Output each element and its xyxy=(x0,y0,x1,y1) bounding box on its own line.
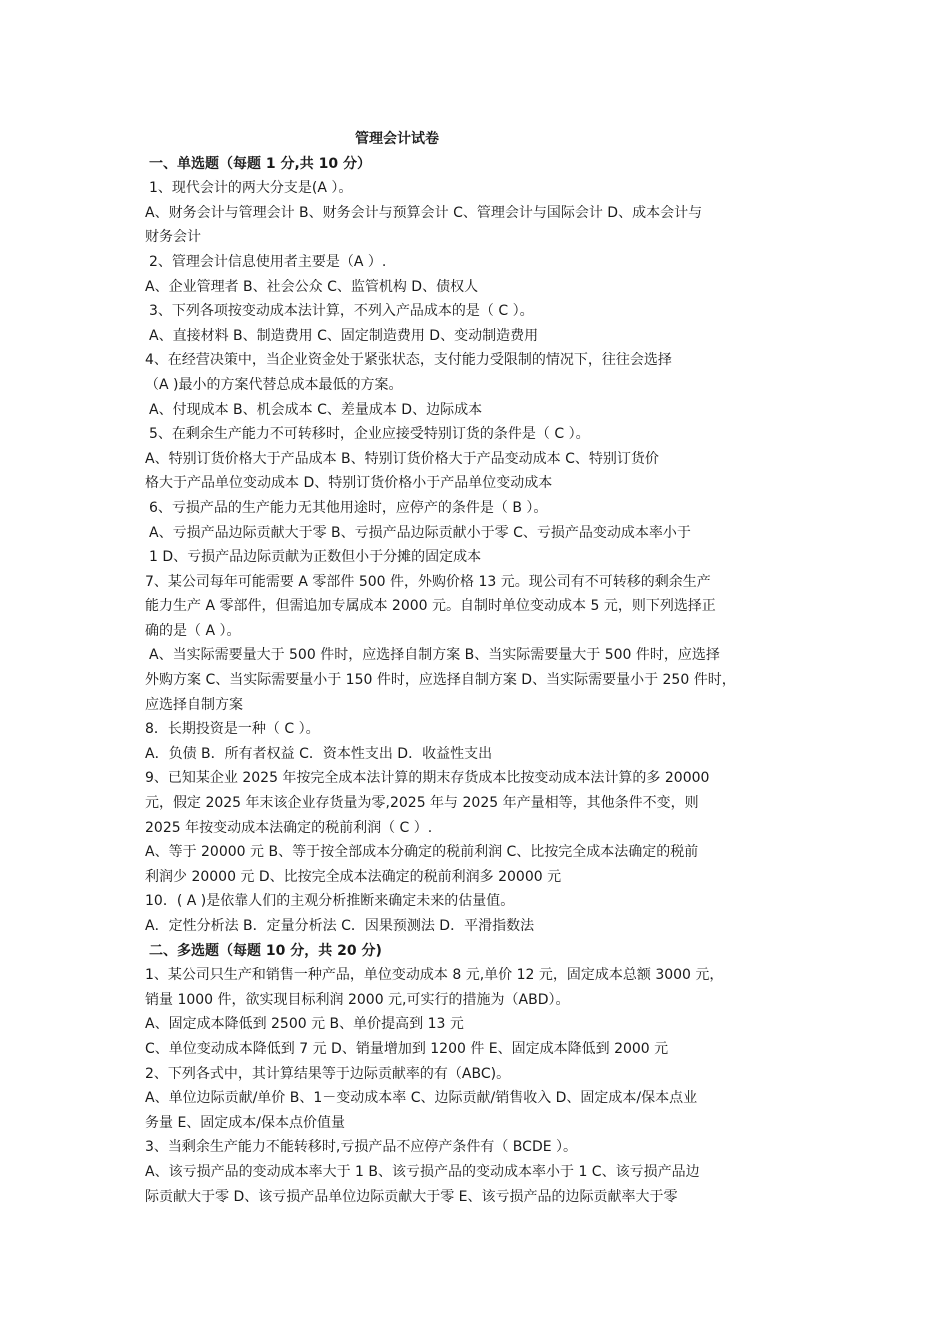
text-line: A、特别订货价格大于产品成本 B、特别订货价格大于产品变动成本 C、特别订货价 xyxy=(145,450,659,467)
section-heading: 一、单选题（每题 1 分,共 10 分） xyxy=(149,155,372,172)
text-line: 1、现代会计的两大分支是(A ）。 xyxy=(149,180,353,197)
text-line: 9、已知某企业 2025 年按完全成本法计算的期末存货成本比按变动成本法计算的多 20000 xyxy=(145,770,710,787)
text-line: C、单位变动成本降低到 7 元 D、销量增加到 1200 件 E、固定成本降低到 2000 元 xyxy=(145,1040,669,1057)
text-line: 2025 年按变动成本法确定的税前利润（ C ）. xyxy=(145,819,433,836)
text-line: 8．长期投资是一种（ C ）。 xyxy=(145,721,320,738)
section-heading: 二、多选题（每题 10 分，共 20 分) xyxy=(149,942,382,959)
text-line: A、固定成本降低到 2500 元 B、单价提高到 13 元 xyxy=(145,1016,464,1033)
text-line: 应选择自制方案 xyxy=(145,696,243,713)
text-line: A、亏损产品边际贡献大于零 B、亏损产品边际贡献小于零 C、亏损产品变动成本率小于 xyxy=(149,524,691,541)
text-line: A、当实际需要量大于 500 件时，应选择自制方案 B、当实际需要量大于 500 件时，应选择 xyxy=(149,647,720,664)
text-line: 7、某公司每年可能需要 A 零部件 500 件，外购价格 13 元。现公司有不可转移的剩余生产 xyxy=(145,573,711,590)
text-line: 1 D、亏损产品边际贡献为正数但小于分摊的固定成本 xyxy=(149,549,482,566)
text-line: 1、某公司只生产和销售一种产品，单位变动成本 8 元,单价 12 元，固定成本总额 3000 元， xyxy=(145,967,724,984)
text-line: 确的是（ A ）。 xyxy=(145,622,241,639)
question-lines xyxy=(145,152,815,1210)
text-line: 10．( A )是依靠人们的主观分析推断来确定未来的估量值。 xyxy=(145,893,515,910)
text-line: 6、亏损产品的生产能力无其他用途时，应停产的条件是（ B ）。 xyxy=(149,499,548,516)
text-line: A、等于 20000 元 B、等于按全部成本分确定的税前利润 C、比按完全成本法确定的税前 xyxy=(145,844,699,861)
text-line: A．定性分析法 B．定量分析法 C．因果预测法 D．平滑指数法 xyxy=(145,918,535,934)
text-line: 格大于产品单位变动成本 D、特别订货价格小于产品单位变动成本 xyxy=(145,475,553,492)
text-line: 际贡献大于零 D、该亏损产品单位边际贡献大于零 E、该亏损产品的边际贡献率大于零 xyxy=(145,1188,678,1205)
text-line: A．负债 B．所有者权益 C．资本性支出 D．收益性支出 xyxy=(145,745,493,762)
text-line: A、直接材料 B、制造费用 C、固定制造费用 D、变动制造费用 xyxy=(149,327,539,344)
text-line: 4、在经营决策中，当企业资金处于紧张状态，支付能力受限制的情况下，往往会选择 xyxy=(145,352,672,369)
document-title: 管理会计试卷 xyxy=(355,131,439,147)
text-line: A、企业管理者 B、社会公众 C、监管机构 D、债权人 xyxy=(145,278,479,295)
text-line: 5、在剩余生产能力不可转移时，企业应接受特别订货的条件是（ C ）。 xyxy=(149,426,590,443)
text-line: 务量 E、固定成本/保本点价值量 xyxy=(145,1114,346,1131)
text-line: 财务会计 xyxy=(145,229,201,246)
text-line: A、该亏损产品的变动成本率大于 1 B、该亏损产品的变动成本率小于 1 C、该亏损产品边 xyxy=(145,1163,700,1180)
text-line: 利润少 20000 元 D、比按完全成本法确定的税前利润多 20000 元 xyxy=(145,868,562,885)
text-line: 外购方案 C、当实际需要量小于 150 件时，应选择自制方案 D、当实际需要量小于 250 件时， xyxy=(145,672,736,689)
text-line: 3、下列各项按变动成本法计算，不列入产品成本的是（ C ）。 xyxy=(149,303,534,320)
text-line: A、单位边际贡献/单价 B、1－变动成本率 C、边际贡献/销售收入 D、固定成本/保本点业 xyxy=(145,1090,698,1107)
text-line: 销量 1000 件，欲实现目标利润 2000 元,可实行的措施为（ABD）。 xyxy=(145,991,570,1008)
text-line: 能力生产 A 零部件，但需追加专属成本 2000 元。自制时单位变动成本 5 元，则下列选择正 xyxy=(145,598,716,615)
text-line: （A )最小的方案代替总成本最低的方案。 xyxy=(145,376,403,393)
text-line: 3、当剩余生产能力不能转移时,亏损产品不应停产条件有（ BCDE ）。 xyxy=(145,1139,578,1156)
text-line: 2、管理会计信息使用者主要是（A ）. xyxy=(149,253,387,270)
text-line: 元，假定 2025 年末该企业存货量为零,2025 年与 2025 年产量相等，其他条件不变，则 xyxy=(145,795,699,812)
text-line: A、付现成本 B、机会成本 C、差量成本 D、边际成本 xyxy=(149,401,483,418)
text-line: A、财务会计与管理会计 B、财务会计与预算会计 C、管理会计与国际会计 D、成本会计与 xyxy=(145,204,703,221)
text-line: 2、下列各式中，其计算结果等于边际贡献率的有（ABC)。 xyxy=(145,1065,511,1082)
document-content xyxy=(145,127,815,1209)
